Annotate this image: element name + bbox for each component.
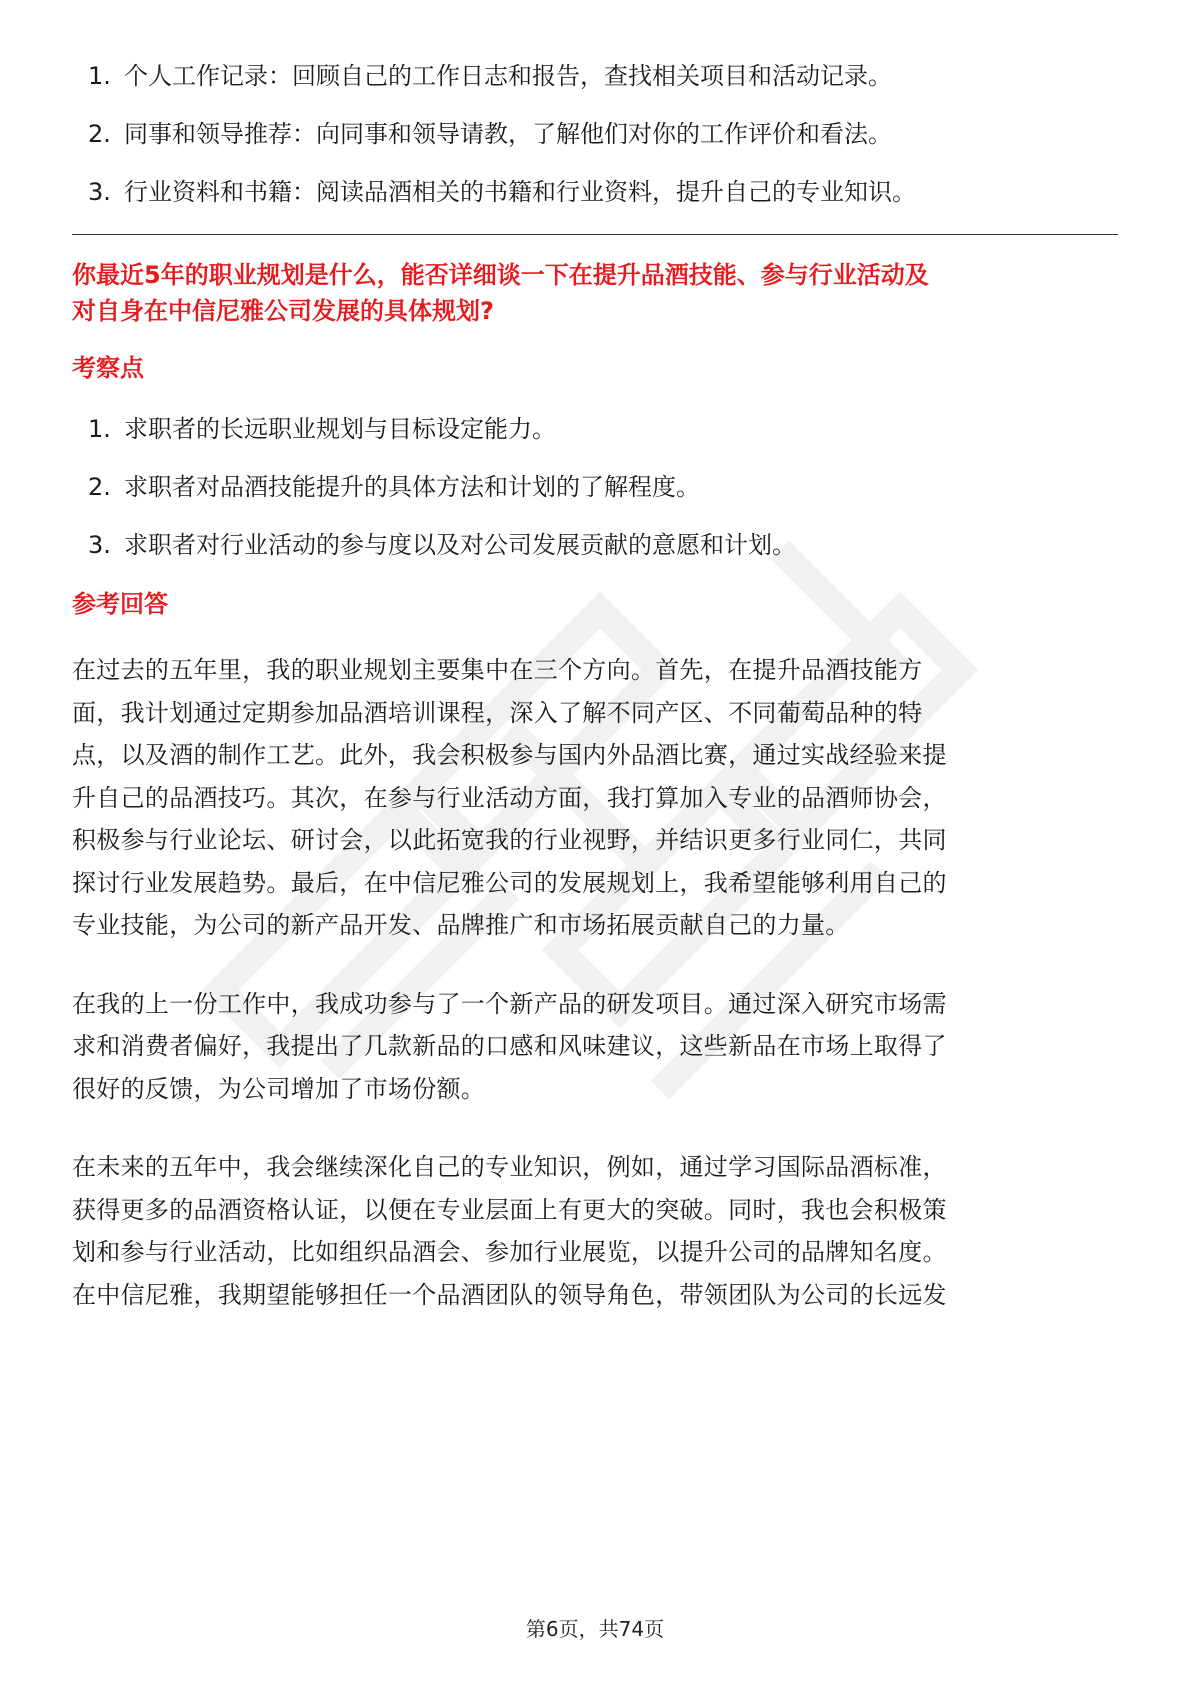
exam-points-list: [72, 413, 1118, 561]
list-text: 行业资料和书籍：阅读品酒相关的书籍和行业资料，提升自己的专业知识。: [124, 178, 916, 206]
page-content: [72, 60, 1118, 1352]
text-line: 在过去的五年里，我的职业规划主要集中在三个方向。首先，在提升品酒技能方: [72, 656, 923, 684]
answer-paragraph: [72, 1146, 1118, 1316]
section-divider: [72, 234, 1118, 235]
text-line: 在中信尼雅，我期望能够担任一个品酒团队的领导角色，带领团队为公司的长远发: [72, 1280, 947, 1309]
list-item: [72, 413, 1118, 445]
text-line: 获得更多的品酒资格认证，以便在专业层面上有更大的突破。同时，我也会积极策: [72, 1195, 947, 1224]
answer-paragraph: [72, 649, 1118, 947]
text-line: 点，以及酒的制作工艺。此外，我会积极参与国内外品酒比赛，通过实战经验来提: [72, 741, 947, 769]
text-line: 在未来的五年中，我会继续深化自己的专业知识，例如，通过学习国际品酒标准，: [72, 1153, 947, 1181]
question-line-2: 对自身在中信尼雅公司发展的具体规划?: [72, 297, 494, 325]
text-line: 划和参与行业活动，比如组织品酒会、参加行业展览，以提升公司的品牌知名度。: [72, 1238, 947, 1266]
reference-answer-label: 参考回答: [72, 590, 168, 618]
list-number: 1.: [88, 415, 111, 443]
list-item: [72, 471, 1118, 503]
question-heading: [72, 257, 1118, 329]
list-text: 个人工作记录：回顾自己的工作日志和报告，查找相关项目和活动记录。: [124, 62, 892, 90]
list-text: 求职者的长远职业规划与目标设定能力。: [124, 415, 556, 443]
text-line: 很好的反馈，为公司增加了市场份额。: [72, 1074, 486, 1103]
list-text: 求职者对品酒技能提升的具体方法和计划的了解程度。: [124, 473, 700, 501]
text-line: 升自己的品酒技巧。其次，在参与行业活动方面，我打算加入专业的品酒师协会，: [72, 783, 947, 812]
list-number: 3.: [88, 531, 111, 559]
list-item: [72, 529, 1118, 561]
list-item: [72, 176, 1118, 208]
answer-paragraph: [72, 983, 1118, 1111]
list-item: [72, 118, 1118, 150]
text-line: 专业技能，为公司的新产品开发、品牌推广和市场拓展贡献自己的力量。: [72, 911, 850, 939]
top-list: [72, 60, 1118, 208]
list-number: 1.: [88, 62, 111, 90]
text-line: 探讨行业发展趋势。最后，在中信尼雅公司的发展规划上，我希望能够利用自己的: [72, 868, 947, 897]
text-line: 在我的上一份工作中，我成功参与了一个新产品的研发项目。通过深入研究市场需: [72, 989, 947, 1018]
text-line: 求和消费者偏好，我提出了几款新品的口感和风味建议，这些新品在市场上取得了: [72, 1032, 947, 1060]
page-footer: 第6页，共74页: [525, 1617, 665, 1641]
question-line-1: 你最近5年的职业规划是什么，能否详细谈一下在提升品酒技能、参与行业活动及: [72, 261, 929, 289]
list-number: 2.: [88, 120, 111, 148]
list-number: 2.: [88, 473, 111, 501]
list-number: 3.: [88, 178, 111, 206]
exam-points-label: 考察点: [72, 354, 144, 382]
text-line: 面，我计划通过定期参加品酒培训课程，深入了解不同产区、不同葡萄品种的特: [72, 698, 923, 727]
list-text: 同事和领导推荐：向同事和领导请教，了解他们对你的工作评价和看法。: [124, 120, 892, 148]
list-text: 求职者对行业活动的参与度以及对公司发展贡献的意愿和计划。: [124, 531, 796, 559]
text-line: 积极参与行业论坛、研讨会，以此拓宽我的行业视野，并结识更多行业同仁，共同: [72, 826, 947, 854]
list-item: [72, 60, 1118, 92]
